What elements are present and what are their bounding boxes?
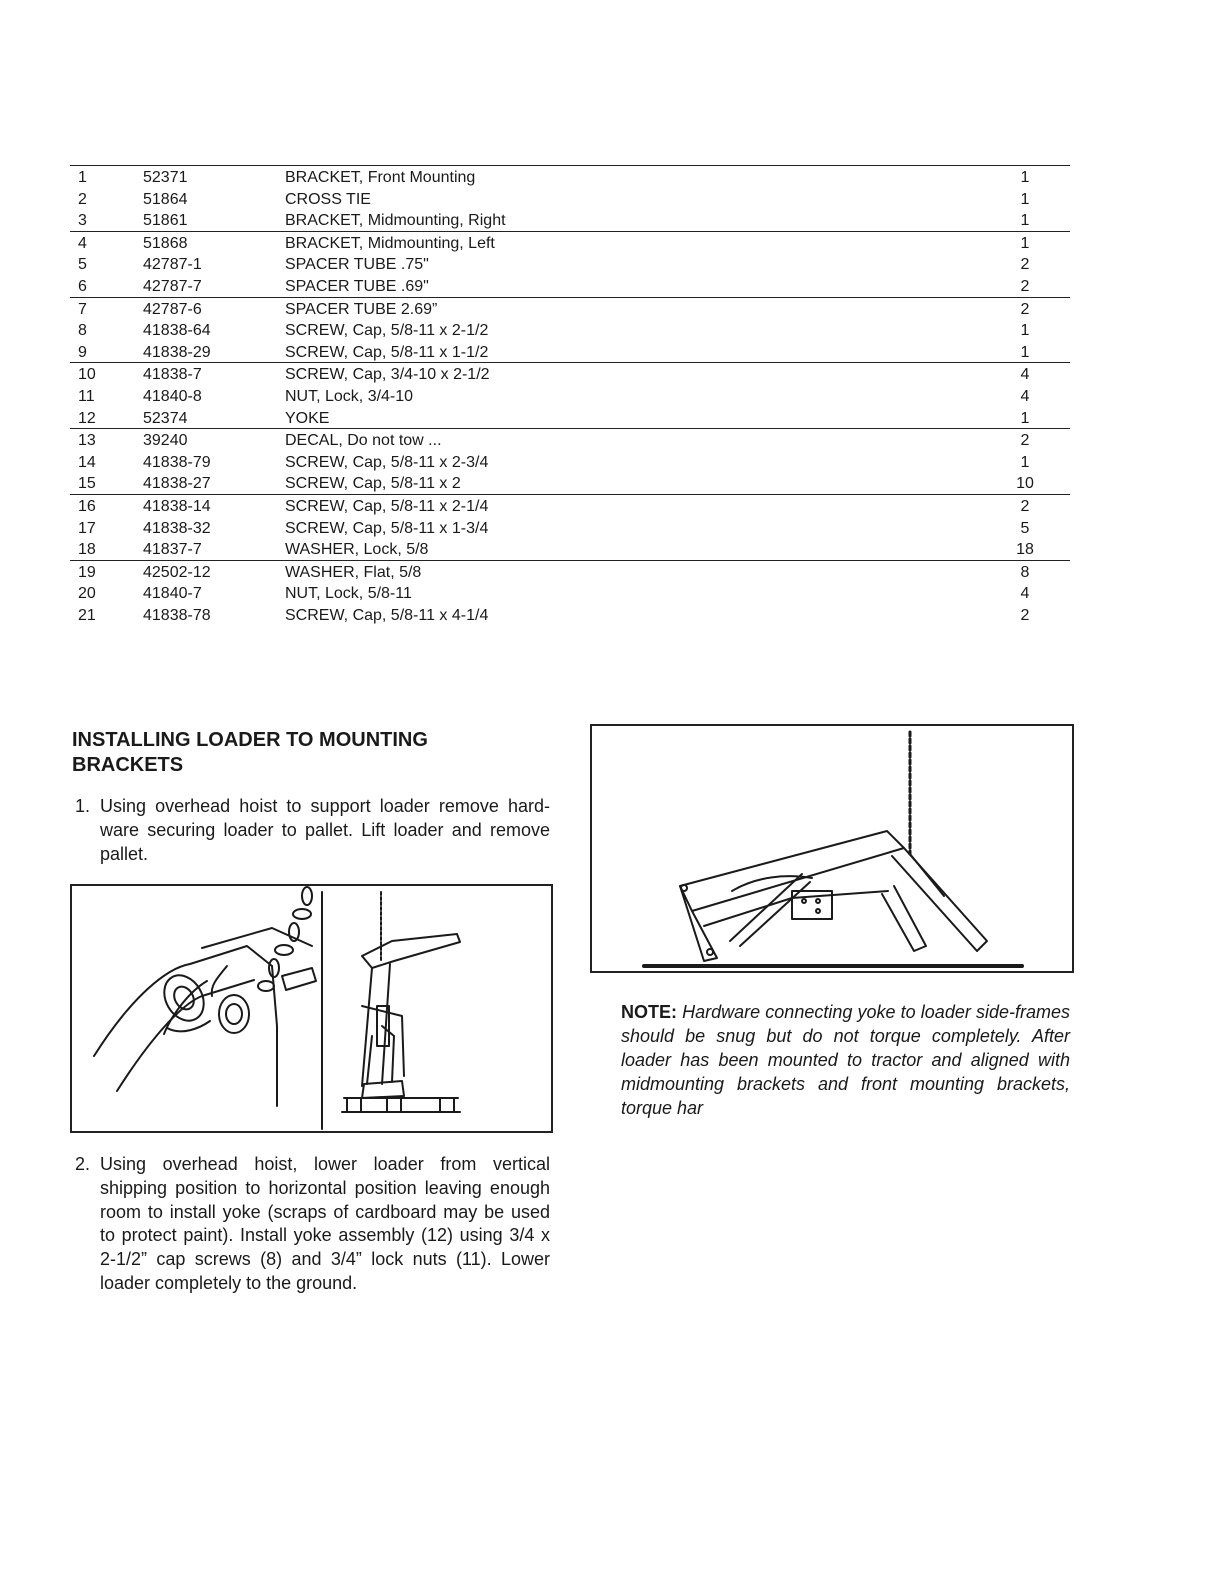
figure-loader-horizontal [590,724,1074,973]
step-text: Using overhead hoist, lower loader from vertical shipping position to horizontal position leaving enough room to install yoke (scraps of cardboard may be used to protect paint). Install yoke assembly (12) using 3/4 x 2-1/2” cap screws (8) and 3/4” lock nuts (11). Lower loader completely to the ground. [100,1154,550,1293]
table-row [70,385,1070,407]
note-label: NOTE: [621,1002,677,1022]
quantity: 10 [1016,475,1034,493]
quantity: 2 [1020,606,1030,624]
parts-table [70,165,1070,625]
part-description: SCREW, Cap, 5/8-11 x 2-1/2 [285,322,489,340]
quantity: 2 [1020,432,1030,450]
item-number: 15 [78,475,96,493]
item-number: 17 [78,519,96,537]
part-description: SCREW, Cap, 5/8-11 x 2-1/4 [285,497,489,515]
step-number: 1. [75,796,91,816]
item-number: 4 [78,234,87,252]
table-row [70,407,1070,429]
step-1 [72,795,550,866]
quantity: 8 [1020,563,1030,581]
quantity: 1 [1020,212,1030,230]
quantity: 1 [1020,234,1030,252]
item-number: 11 [78,387,95,405]
quantity: 2 [1020,277,1030,295]
quantity: 2 [1020,300,1030,318]
part-number: 41840-8 [143,387,202,405]
parts-row-group [70,429,1070,495]
part-description: BRACKET, Midmounting, Right [285,212,506,230]
part-number: 41838-32 [143,519,211,537]
item-number: 18 [78,541,96,559]
quantity: 4 [1020,585,1030,603]
part-number: 52374 [143,409,188,427]
table-row [70,166,1070,188]
part-description: SPACER TUBE 2.69” [285,300,438,318]
part-description: SPACER TUBE .69" [285,277,429,295]
quantity: 18 [1016,541,1034,559]
note-text: Hardware connecting yoke to loader side-frames should be snug but do not torque completely. After loader has been mounted to tractor and aligned with midmounting brackets and front mounting brackets, torque har [621,1002,1070,1118]
parts-row-group [70,495,1070,561]
item-number: 13 [78,432,96,450]
item-number: 8 [78,322,87,340]
part-number: 51864 [143,190,188,208]
part-description: BRACKET, Midmounting, Left [285,234,495,252]
part-description: NUT, Lock, 5/8-11 [285,585,412,603]
item-number: 6 [78,277,87,295]
table-row [70,561,1070,583]
table-row [70,319,1070,341]
parts-row-group [70,166,1070,232]
quantity: 1 [1020,409,1030,427]
part-number: 51861 [143,212,188,230]
table-row [70,188,1070,210]
item-number: 20 [78,585,96,603]
installation-note [621,1000,1070,1120]
quantity: 5 [1020,519,1030,537]
item-number: 5 [78,256,87,274]
quantity: 1 [1020,453,1030,471]
table-row [70,298,1070,320]
part-number: 41838-7 [143,366,202,384]
item-number: 14 [78,453,96,471]
table-row [70,275,1070,297]
table-row [70,253,1070,275]
table-row [70,582,1070,604]
part-description: SCREW, Cap, 5/8-11 x 2 [285,475,461,493]
table-row [70,451,1070,473]
part-number: 42787-6 [143,300,202,318]
item-number: 2 [78,190,87,208]
item-number: 10 [78,366,96,384]
table-row [70,429,1070,451]
section-heading: INSTALLING LOADER TO MOUNTING BRACKETS [72,729,428,776]
vertical-loader-illustration [342,892,460,1112]
parts-row-group [70,232,1070,298]
part-number: 41838-14 [143,497,211,515]
part-number: 41838-78 [143,606,211,624]
part-number: 41840-7 [143,585,202,603]
item-number: 3 [78,212,87,230]
part-description: WASHER, Lock, 5/8 [285,541,429,559]
part-number: 41838-79 [143,453,211,471]
table-row [70,363,1070,385]
item-number: 9 [78,343,87,361]
part-description: CROSS TIE [285,190,371,208]
part-description: SCREW, Cap, 5/8-11 x 1-1/2 [285,343,489,361]
closeup-hook-illustration [94,887,316,1106]
quantity: 1 [1020,169,1030,186]
quantity: 1 [1020,190,1030,208]
part-description: BRACKET, Front Mounting [285,169,476,186]
part-description: SCREW, Cap, 5/8-11 x 2-3/4 [285,453,489,471]
part-number: 41838-64 [143,322,211,340]
part-number: 51868 [143,234,188,252]
part-description: WASHER, Flat, 5/8 [285,563,422,581]
part-number: 42502-12 [143,563,211,581]
quantity: 2 [1020,256,1030,274]
part-number: 41838-27 [143,475,211,493]
part-description: YOKE [285,409,330,427]
parts-row-group [70,363,1070,429]
table-row [70,495,1070,517]
item-number: 7 [78,300,87,318]
part-description: DECAL, Do not tow ... [285,432,442,450]
step-text: Using overhead hoist to support loader remove hard-ware securing loader to pallet. Lift loader and remove pallet. [100,796,550,864]
part-number: 42787-7 [143,277,202,295]
item-number: 21 [78,606,96,624]
table-row [70,604,1070,626]
item-number: 19 [78,563,96,581]
table-row [70,517,1070,539]
quantity: 4 [1020,387,1030,405]
table-row [70,538,1070,560]
item-number: 12 [78,409,96,427]
quantity: 1 [1020,322,1030,340]
figure-loader-hoist-pallet [70,884,553,1133]
step-2 [72,1153,550,1296]
table-row [70,232,1070,254]
part-description: NUT, Lock, 3/4-10 [285,387,414,405]
table-row [70,209,1070,231]
part-description: SPACER TUBE .75" [285,256,429,274]
step-number: 2. [75,1154,91,1174]
part-description: SCREW, Cap, 3/4-10 x 2-1/2 [285,366,490,384]
item-number: 16 [78,497,96,515]
part-number: 39240 [143,432,188,450]
parts-row-group [70,298,1070,364]
table-row [70,341,1070,363]
horizontal-loader-illustration [644,732,1022,966]
part-number: 42787-1 [143,256,202,274]
part-description: SCREW, Cap, 5/8-11 x 1-3/4 [285,519,489,537]
table-row [70,472,1070,494]
parts-row-group [70,561,1070,626]
part-description: SCREW, Cap, 5/8-11 x 4-1/4 [285,606,489,624]
quantity: 2 [1020,497,1030,515]
part-number: 41838-29 [143,343,211,361]
item-number: 1 [78,169,87,186]
quantity: 4 [1020,366,1030,384]
part-number: 52371 [143,169,188,186]
part-number: 41837-7 [143,541,202,559]
quantity: 1 [1020,343,1030,361]
